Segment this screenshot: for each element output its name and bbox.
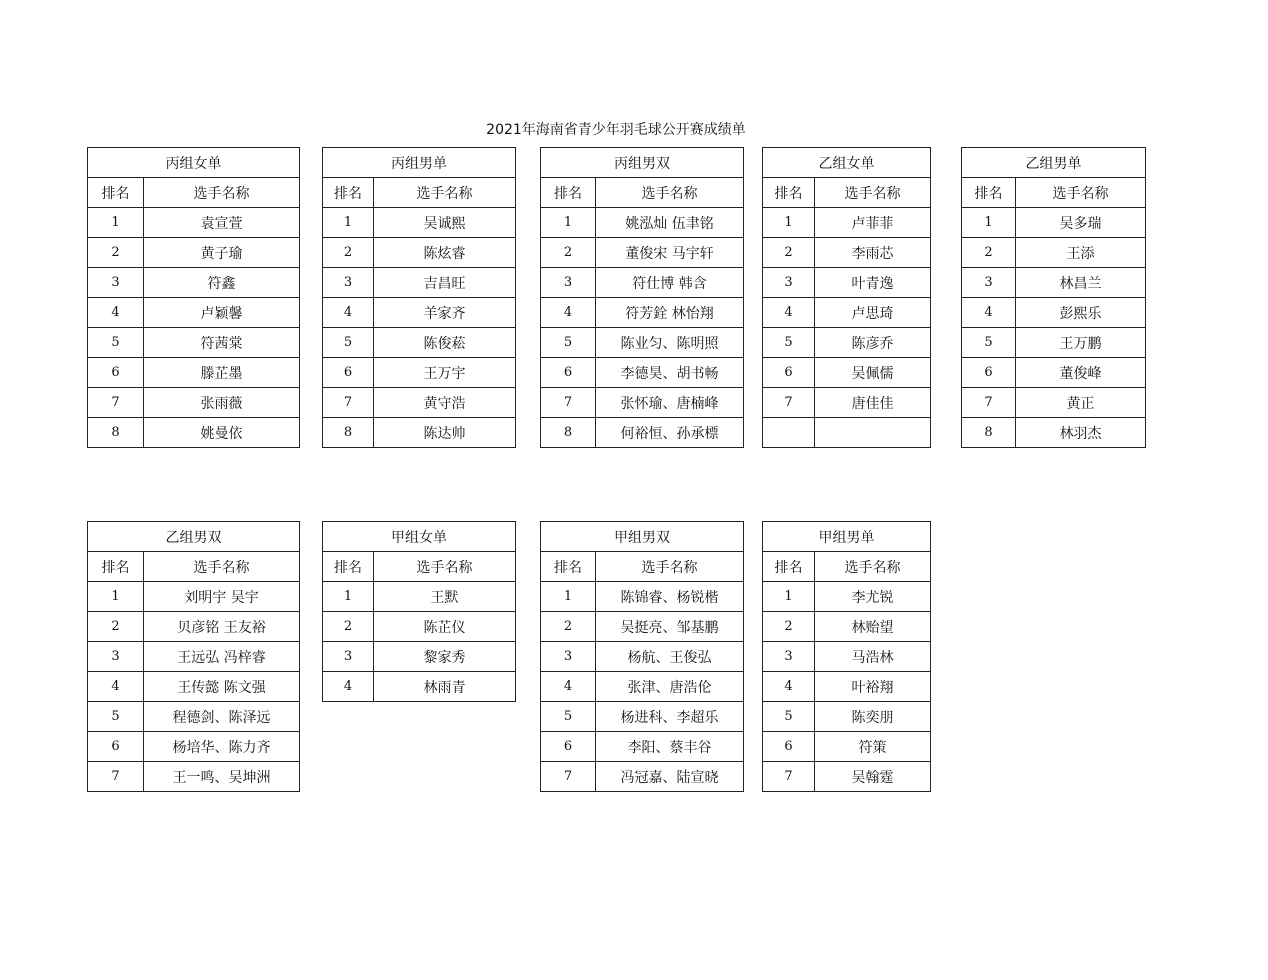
rank-cell	[763, 418, 815, 448]
results-table	[322, 147, 516, 448]
table-row	[763, 388, 931, 418]
table-row	[323, 642, 516, 672]
player-cell: 程德剑、陈泽远	[144, 702, 300, 732]
table-row	[323, 672, 516, 702]
table-row	[763, 672, 931, 702]
column-header-player: 选手名称	[144, 552, 300, 582]
table-header-row	[88, 178, 300, 208]
column-header-player: 选手名称	[144, 178, 300, 208]
rank-cell: 4	[323, 298, 374, 328]
table-row	[88, 268, 300, 298]
table-row	[88, 298, 300, 328]
table-row	[763, 418, 931, 448]
table-row	[541, 238, 744, 268]
rank-cell: 2	[323, 612, 374, 642]
rank-cell: 2	[541, 238, 596, 268]
player-cell: 杨进科、李超乐	[596, 702, 744, 732]
table-row	[541, 298, 744, 328]
table-title-row	[323, 522, 516, 552]
rank-cell: 8	[962, 418, 1016, 448]
rank-cell: 2	[88, 238, 144, 268]
table-row	[88, 238, 300, 268]
rank-cell: 3	[541, 268, 596, 298]
rank-cell: 3	[323, 642, 374, 672]
player-cell: 姚曼依	[144, 418, 300, 448]
table-row	[763, 208, 931, 238]
table-row	[323, 388, 516, 418]
player-cell: 叶裕翔	[815, 672, 931, 702]
rank-cell: 4	[541, 672, 596, 702]
player-cell: 吴多瑞	[1016, 208, 1146, 238]
player-cell: 王默	[374, 582, 516, 612]
table-row	[763, 642, 931, 672]
table-row	[88, 612, 300, 642]
table-row	[88, 208, 300, 238]
rank-cell: 6	[323, 358, 374, 388]
rank-cell: 2	[763, 238, 815, 268]
rank-cell: 1	[323, 582, 374, 612]
rank-cell: 5	[763, 328, 815, 358]
table-row	[763, 268, 931, 298]
column-header-player: 选手名称	[374, 178, 516, 208]
rank-cell: 1	[962, 208, 1016, 238]
table-row	[541, 762, 744, 792]
rank-cell: 1	[541, 582, 596, 612]
rank-cell: 2	[88, 612, 144, 642]
player-cell: 王远弘 冯梓睿	[144, 642, 300, 672]
column-header-player: 选手名称	[596, 552, 744, 582]
rank-cell: 7	[541, 388, 596, 418]
rank-cell: 6	[763, 358, 815, 388]
player-cell: 李阳、蔡丰谷	[596, 732, 744, 762]
column-header-player: 选手名称	[815, 552, 931, 582]
table-row	[541, 208, 744, 238]
rank-cell: 3	[88, 268, 144, 298]
table-row	[763, 358, 931, 388]
rank-cell: 7	[88, 388, 144, 418]
player-cell: 卢菲菲	[815, 208, 931, 238]
player-cell: 刘明宇 吴宇	[144, 582, 300, 612]
rank-cell: 5	[541, 328, 596, 358]
table-header-row	[541, 178, 744, 208]
player-cell: 陈锦睿、杨锐楷	[596, 582, 744, 612]
table-row	[763, 238, 931, 268]
player-cell: 吴挺亮、邹基鹏	[596, 612, 744, 642]
table-row	[763, 612, 931, 642]
results-table	[762, 147, 931, 448]
table-row	[323, 418, 516, 448]
results-table	[87, 147, 300, 448]
table-header-row	[763, 178, 931, 208]
rank-cell: 1	[763, 208, 815, 238]
rank-cell: 7	[323, 388, 374, 418]
table-row	[962, 358, 1146, 388]
table-header-row	[323, 552, 516, 582]
player-cell: 黎家秀	[374, 642, 516, 672]
player-cell: 陈达帅	[374, 418, 516, 448]
table-row	[541, 358, 744, 388]
results-table	[762, 521, 931, 792]
rank-cell: 8	[323, 418, 374, 448]
table-title-row	[962, 148, 1146, 178]
table-row	[88, 328, 300, 358]
table-row	[763, 762, 931, 792]
table-header-row	[962, 178, 1146, 208]
column-header-player: 选手名称	[815, 178, 931, 208]
table-row	[541, 268, 744, 298]
rank-cell: 8	[541, 418, 596, 448]
rank-cell: 5	[763, 702, 815, 732]
table-row	[541, 328, 744, 358]
rank-cell: 6	[763, 732, 815, 762]
column-header-rank: 排名	[88, 552, 144, 582]
table-row	[323, 208, 516, 238]
player-cell: 彭熙乐	[1016, 298, 1146, 328]
table-row	[541, 612, 744, 642]
rank-cell: 3	[323, 268, 374, 298]
table-row	[962, 208, 1146, 238]
rank-cell: 4	[763, 298, 815, 328]
table-title: 丙组男双	[541, 148, 744, 178]
column-header-rank: 排名	[763, 552, 815, 582]
rank-cell: 2	[541, 612, 596, 642]
table-title-row	[763, 148, 931, 178]
rank-cell: 4	[323, 672, 374, 702]
player-cell: 吉昌旺	[374, 268, 516, 298]
player-cell: 贝彦铭 王友裕	[144, 612, 300, 642]
table-row	[88, 672, 300, 702]
rank-cell: 3	[541, 642, 596, 672]
table-row	[88, 418, 300, 448]
table-header-row	[763, 552, 931, 582]
table-title-row	[541, 148, 744, 178]
rank-cell: 6	[88, 358, 144, 388]
player-cell: 林羽杰	[1016, 418, 1146, 448]
table-row	[763, 582, 931, 612]
rank-cell: 5	[541, 702, 596, 732]
rank-cell: 6	[962, 358, 1016, 388]
player-cell: 王添	[1016, 238, 1146, 268]
results-table	[87, 521, 300, 792]
player-cell: 卢思琦	[815, 298, 931, 328]
rank-cell: 1	[88, 208, 144, 238]
rank-cell: 1	[88, 582, 144, 612]
player-cell: 张怀瑜、唐楠峰	[596, 388, 744, 418]
player-cell: 王传懿 陈文强	[144, 672, 300, 702]
player-cell: 何裕恒、孙承標	[596, 418, 744, 448]
column-header-player: 选手名称	[374, 552, 516, 582]
table-row	[88, 582, 300, 612]
table-row	[962, 268, 1146, 298]
table-row	[323, 298, 516, 328]
rank-cell: 7	[88, 762, 144, 792]
player-cell: 陈炫睿	[374, 238, 516, 268]
column-header-rank: 排名	[962, 178, 1016, 208]
rank-cell: 5	[88, 702, 144, 732]
table-row	[962, 418, 1146, 448]
table-title-row	[88, 148, 300, 178]
table-header-row	[323, 178, 516, 208]
player-cell: 马浩林	[815, 642, 931, 672]
results-table	[540, 521, 744, 792]
column-header-rank: 排名	[541, 178, 596, 208]
column-header-player: 选手名称	[596, 178, 744, 208]
rank-cell: 3	[763, 642, 815, 672]
rank-cell: 6	[88, 732, 144, 762]
player-cell: 吴佩儒	[815, 358, 931, 388]
column-header-rank: 排名	[323, 552, 374, 582]
table-title: 乙组男双	[88, 522, 300, 552]
table-row	[88, 702, 300, 732]
player-cell: 王万鹏	[1016, 328, 1146, 358]
player-cell: 叶青逸	[815, 268, 931, 298]
results-table	[961, 147, 1146, 448]
player-cell	[815, 418, 931, 448]
table-row	[962, 298, 1146, 328]
table-title-row	[88, 522, 300, 552]
rank-cell: 1	[541, 208, 596, 238]
rank-cell: 6	[541, 358, 596, 388]
document-title: 2021年海南省青少年羽毛球公开赛成绩单	[486, 122, 746, 138]
player-cell: 董俊峰	[1016, 358, 1146, 388]
player-cell: 滕芷墨	[144, 358, 300, 388]
table-title-row	[541, 522, 744, 552]
rank-cell: 6	[541, 732, 596, 762]
table-row	[763, 732, 931, 762]
table-title: 丙组男单	[323, 148, 516, 178]
player-cell: 陈奕朋	[815, 702, 931, 732]
rank-cell: 2	[962, 238, 1016, 268]
rank-cell: 7	[763, 762, 815, 792]
column-header-rank: 排名	[88, 178, 144, 208]
column-header-rank: 排名	[763, 178, 815, 208]
player-cell: 董俊宋 马宇轩	[596, 238, 744, 268]
player-cell: 冯冠嘉、陆宣晓	[596, 762, 744, 792]
player-cell: 卢颖馨	[144, 298, 300, 328]
player-cell: 羊家齐	[374, 298, 516, 328]
results-table	[540, 147, 744, 448]
table-row	[323, 612, 516, 642]
player-cell: 符仕博 韩含	[596, 268, 744, 298]
player-cell: 符鑫	[144, 268, 300, 298]
table-row	[541, 582, 744, 612]
player-cell: 林贻望	[815, 612, 931, 642]
rank-cell: 7	[962, 388, 1016, 418]
rank-cell: 7	[763, 388, 815, 418]
player-cell: 林雨青	[374, 672, 516, 702]
table-row	[962, 238, 1146, 268]
player-cell: 黄正	[1016, 388, 1146, 418]
player-cell: 李德昊、胡书畅	[596, 358, 744, 388]
rank-cell: 2	[323, 238, 374, 268]
player-cell: 符策	[815, 732, 931, 762]
table-row	[541, 388, 744, 418]
player-cell: 符茜棠	[144, 328, 300, 358]
player-cell: 符芳銓 林怡翔	[596, 298, 744, 328]
rank-cell: 7	[541, 762, 596, 792]
table-row	[323, 238, 516, 268]
player-cell: 杨航、王俊弘	[596, 642, 744, 672]
rank-cell: 5	[88, 328, 144, 358]
player-cell: 王万宇	[374, 358, 516, 388]
table-row	[323, 328, 516, 358]
player-cell: 吴翰霆	[815, 762, 931, 792]
table-row	[541, 672, 744, 702]
player-cell: 陈芷仪	[374, 612, 516, 642]
rank-cell: 4	[88, 672, 144, 702]
table-row	[962, 388, 1146, 418]
table-header-row	[88, 552, 300, 582]
player-cell: 杨培华、陈力齐	[144, 732, 300, 762]
table-row	[763, 702, 931, 732]
table-row	[88, 762, 300, 792]
table-header-row	[541, 552, 744, 582]
column-header-rank: 排名	[323, 178, 374, 208]
player-cell: 袁宣萱	[144, 208, 300, 238]
table-row	[88, 732, 300, 762]
table-row	[88, 642, 300, 672]
player-cell: 陈彦乔	[815, 328, 931, 358]
table-title: 甲组男双	[541, 522, 744, 552]
player-cell: 张津、唐浩伦	[596, 672, 744, 702]
table-title: 甲组男单	[763, 522, 931, 552]
column-header-player: 选手名称	[1016, 178, 1146, 208]
player-cell: 姚泓灿 伍聿铭	[596, 208, 744, 238]
table-row	[763, 328, 931, 358]
column-header-rank: 排名	[541, 552, 596, 582]
rank-cell: 4	[541, 298, 596, 328]
table-row	[541, 642, 744, 672]
table-row	[323, 268, 516, 298]
rank-cell: 5	[962, 328, 1016, 358]
player-cell: 林昌兰	[1016, 268, 1146, 298]
rank-cell: 1	[763, 582, 815, 612]
rank-cell: 5	[323, 328, 374, 358]
player-cell: 陈业匀、陈明照	[596, 328, 744, 358]
rank-cell: 4	[763, 672, 815, 702]
rank-cell: 4	[962, 298, 1016, 328]
table-row	[88, 388, 300, 418]
player-cell: 黄子瑜	[144, 238, 300, 268]
player-cell: 吴诚熙	[374, 208, 516, 238]
table-title: 乙组男单	[962, 148, 1146, 178]
rank-cell: 8	[88, 418, 144, 448]
table-row	[763, 298, 931, 328]
table-row	[323, 582, 516, 612]
rank-cell: 3	[763, 268, 815, 298]
player-cell: 李尤锐	[815, 582, 931, 612]
table-title-row	[323, 148, 516, 178]
table-row	[88, 358, 300, 388]
rank-cell: 1	[323, 208, 374, 238]
table-row	[541, 418, 744, 448]
table-title-row	[763, 522, 931, 552]
table-title: 乙组女单	[763, 148, 931, 178]
player-cell: 王一鸣、吴坤洲	[144, 762, 300, 792]
table-title: 甲组女单	[323, 522, 516, 552]
results-table	[322, 521, 516, 702]
table-row	[323, 358, 516, 388]
player-cell: 唐佳佳	[815, 388, 931, 418]
rank-cell: 2	[763, 612, 815, 642]
player-cell: 张雨薇	[144, 388, 300, 418]
table-row	[541, 732, 744, 762]
table-title: 丙组女单	[88, 148, 300, 178]
rank-cell: 3	[88, 642, 144, 672]
table-row	[541, 702, 744, 732]
rank-cell: 4	[88, 298, 144, 328]
table-row	[962, 328, 1146, 358]
rank-cell: 3	[962, 268, 1016, 298]
player-cell: 黄守浩	[374, 388, 516, 418]
player-cell: 李雨芯	[815, 238, 931, 268]
player-cell: 陈俊菘	[374, 328, 516, 358]
